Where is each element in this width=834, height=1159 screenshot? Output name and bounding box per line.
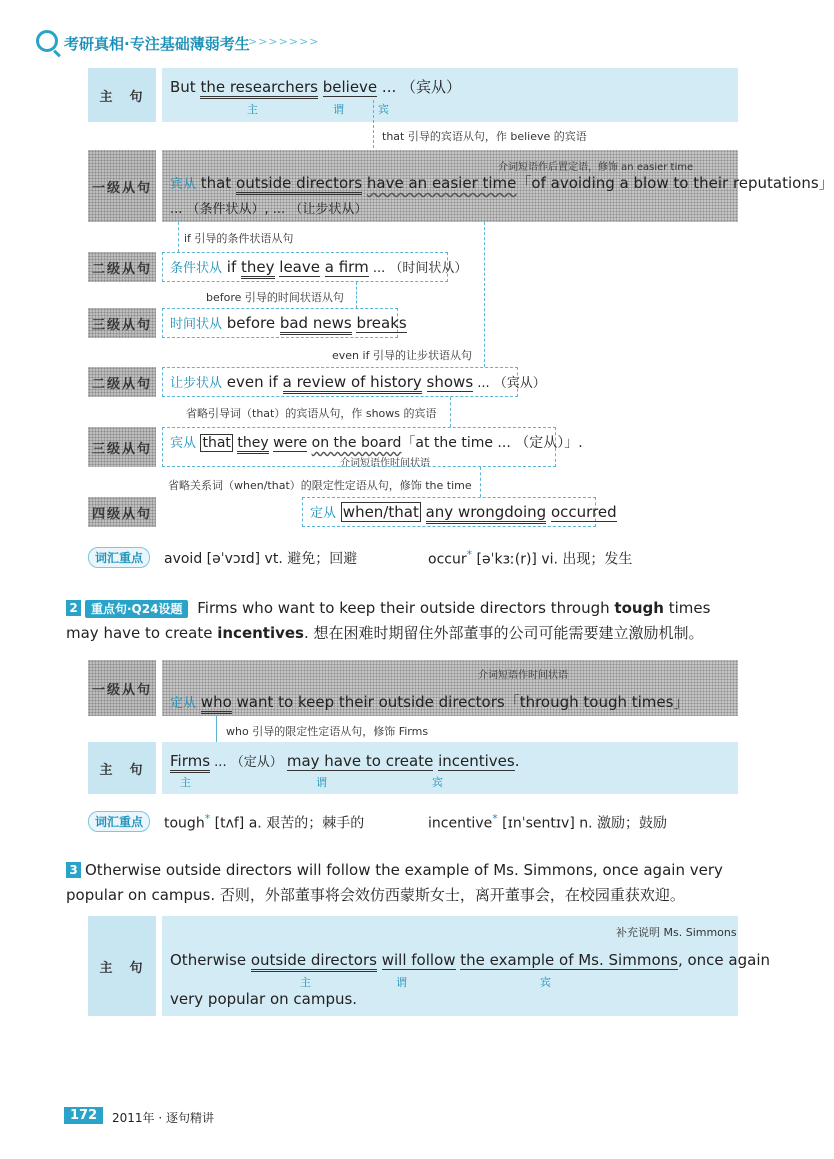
label-main-clause: 主 句 — [88, 68, 156, 122]
vocab-tag: 词汇重点 — [88, 811, 150, 832]
level2b-sentence: 让步状从 even if a review of history shows ... （宾从） — [170, 372, 546, 391]
tag-object: 宾 — [378, 103, 389, 116]
connector — [373, 100, 374, 148]
connector — [178, 222, 179, 252]
note-before-clause: before 引导的时间状语从句 — [206, 291, 344, 304]
note-who-clause: who 引导的限定性定语从句，修饰 Firms — [226, 725, 429, 738]
label-s2-level1: 一级从句 — [88, 660, 156, 716]
level3a-sentence: 时间状从 before bad news breaks — [170, 313, 407, 332]
s3-sentence: Otherwise outside directors will follow the example of Ms. Simmons, once again — [170, 951, 770, 969]
level1-sentence: 宾从 that outside directors have an easier time「of avoiding a blow to their reputations」 — [170, 172, 834, 193]
page-number: 172 — [64, 1107, 103, 1124]
label-s2-main: 主 句 — [88, 742, 156, 794]
tag-verb: 谓 — [333, 103, 344, 116]
note-relative-clause: 省略关系词（when/that）的限定性定语从句，修饰 the time — [168, 479, 472, 492]
tag-subject: 主 — [247, 103, 258, 116]
note-if-clause: if 引导的条件状语从句 — [184, 232, 294, 245]
connector — [216, 716, 217, 742]
sentence-number: 2 — [66, 600, 81, 616]
tag-verb: 谓 — [316, 776, 327, 789]
vocab-tag: 词汇重点 — [88, 547, 150, 568]
level3b-sentence: 宾从 that they were on the board「at the time ... （定从）」. — [170, 432, 583, 452]
note-object-clause: 省略引导词（that）的宾语从句，作 shows 的宾语 — [186, 407, 437, 420]
note-that-clause: that 引导的宾语从句，作 believe 的宾语 — [382, 130, 587, 143]
label-level2b: 二级从句 — [88, 367, 156, 397]
tag-verb: 谓 — [396, 976, 407, 989]
sentence-2: 2 重点句·Q24设题 Firms who want to keep their outside directors through tough times may have to create incentives. 想在困难时期留住外部董事的公司可能需要建立激励机制。 — [66, 599, 711, 642]
tag-subject: 主 — [180, 776, 191, 789]
key-sentence-tag: 重点句·Q24设题 — [85, 600, 188, 618]
connector — [480, 467, 481, 497]
sentence-3: 3 Otherwise outside directors will follow the example of Ms. Simmons, once again very popular on campus. 否则，外部董事将会效仿西蒙斯女士，离开董事会，在校园重获欢迎。 — [66, 861, 723, 904]
label-level2a: 二级从句 — [88, 252, 156, 282]
label-level4: 四级从句 — [88, 497, 156, 527]
label-s3-main: 主 句 — [88, 916, 156, 1016]
s3-line2: very popular on campus. — [170, 990, 358, 1008]
note-s2-time: 介词短语作时间状语 — [478, 670, 568, 681]
label-level3b: 三级从句 — [88, 427, 156, 467]
tag-subject: 主 — [300, 976, 311, 989]
note-postmodifier: 介词短语作后置定语，修饰 an easier time — [498, 162, 694, 173]
tag-object: 宾 — [540, 976, 551, 989]
connector — [450, 397, 451, 427]
main-clause-sentence: But the researchers believe ... （宾从） — [170, 76, 461, 97]
s2-level1-sentence: 定从 who want to keep their outside directors「through tough times」 — [170, 691, 688, 712]
level1-line2: ... （条件状从）, ... （让步状从） — [170, 202, 368, 217]
level2a-sentence: 条件状从 if they leave a firm ... （时间状从） — [170, 257, 467, 276]
s2-main-sentence: Firms ... （定从） may have to create incentives. — [170, 751, 520, 770]
header-title: 考研真相·专注基础薄弱考生 — [64, 35, 250, 53]
connector — [484, 222, 485, 367]
vocab-incentive: incentive* [ɪnˈsentɪv] n. 激励；鼓励 — [428, 812, 668, 832]
connector — [356, 282, 357, 308]
label-level1: 一级从句 — [88, 150, 156, 222]
note-supplement: 补充说明 Ms. Simmons — [616, 926, 737, 939]
header-arrows: >>>>>>> — [248, 35, 320, 48]
note-time-adverbial: 介词短语作时间状语 — [340, 458, 430, 469]
note-even-if-clause: even if 引导的让步状语从句 — [332, 349, 472, 362]
tag-object: 宾 — [432, 776, 443, 789]
label-level3a: 三级从句 — [88, 308, 156, 338]
sentence-number: 3 — [66, 862, 81, 878]
search-logo-icon — [36, 30, 58, 52]
vocab-avoid: avoid [əˈvɔɪd] vt. 避免；回避 — [164, 551, 358, 567]
vocab-tough: tough* [tʌf] a. 艰苦的；棘手的 — [164, 812, 365, 832]
vocab-occur: occur* [əˈkɜː(r)] vi. 出现；发生 — [428, 548, 633, 568]
footer-title: 2011年 · 逐句精讲 — [112, 1111, 214, 1125]
level4-sentence: 定从 when/that any wrongdoing occurred — [310, 502, 617, 521]
